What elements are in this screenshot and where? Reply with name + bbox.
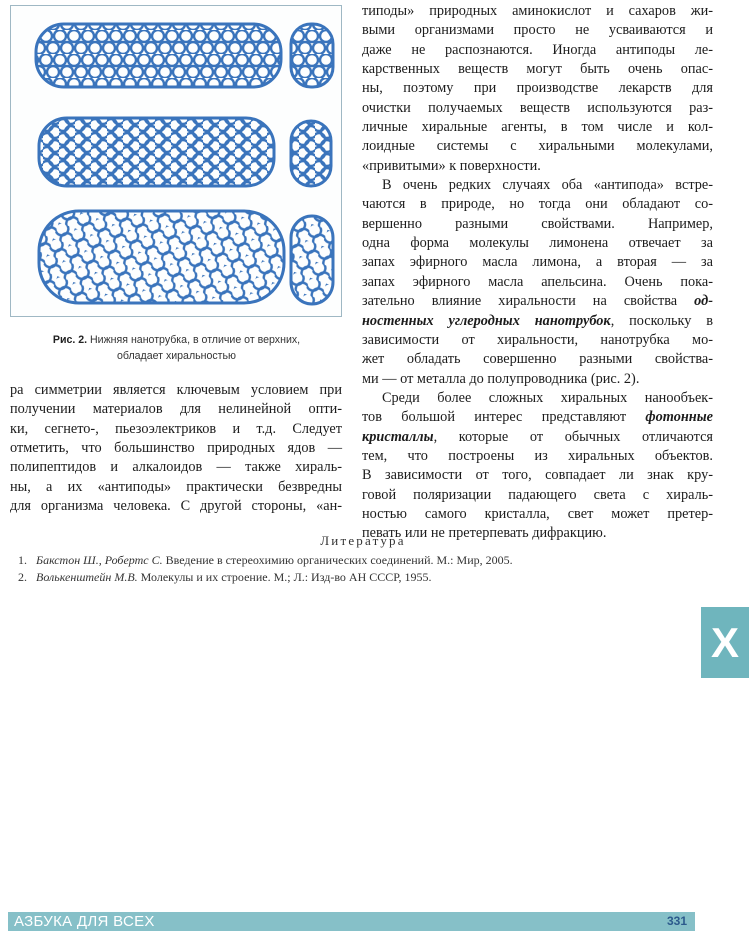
text-line bbox=[362, 350, 713, 369]
text-segment: ностью самого кристалла, свет может претер- bbox=[362, 505, 713, 522]
text-line bbox=[362, 118, 713, 137]
reference-item bbox=[18, 552, 513, 569]
reference-authors: Бакстон Ш., Робертс С. bbox=[36, 553, 163, 567]
text-segment: жет обладать совершенно разными свойства- bbox=[362, 351, 713, 368]
reference-item bbox=[18, 569, 513, 586]
text-segment: вершенно разными свойствами. Например, bbox=[362, 215, 713, 232]
text-line bbox=[362, 215, 713, 234]
text-segment: отметить, что большинство природных ядов — bbox=[10, 440, 342, 457]
text-segment: певать или не претерпевать дифракцию. bbox=[362, 525, 607, 542]
text-line bbox=[362, 505, 713, 524]
text-line bbox=[362, 331, 713, 350]
caption-text-line2: обладает хиральностью bbox=[116, 350, 237, 362]
caption-label: Рис. 2. bbox=[52, 334, 88, 346]
text-segment: тем, что построены из хиральных объектов. bbox=[362, 447, 713, 464]
text-segment: получении материалов для нелинейной опти- bbox=[10, 401, 342, 418]
nanotube-figure bbox=[10, 5, 342, 317]
text-segment: ны, а их «антиподы» практически безвредны bbox=[10, 478, 342, 495]
text-line bbox=[362, 41, 713, 60]
text-line bbox=[362, 234, 713, 253]
reference-authors: Волькенштейн М.В. bbox=[36, 570, 138, 584]
emphasized-term: фотонные bbox=[645, 409, 713, 426]
emphasized-term: ностенных углеродных нанотрубок bbox=[362, 312, 611, 329]
text-segment: Среди более сложных хиральных нанообъек- bbox=[382, 389, 713, 406]
text-line bbox=[362, 137, 713, 156]
reference-list bbox=[18, 552, 513, 586]
text-segment: выми организмами просто не усваиваются и bbox=[362, 22, 713, 39]
text-segment: говой поляризации падающего света с хираль- bbox=[362, 486, 713, 503]
text-line bbox=[10, 497, 342, 516]
text-line bbox=[10, 458, 342, 477]
text-line bbox=[362, 312, 713, 331]
text-segment: зависимости от хиральности, нанотрубка мо- bbox=[362, 331, 713, 348]
text-segment: ми — от металла до полупроводника (рис. 2). bbox=[362, 370, 640, 387]
text-line bbox=[362, 21, 713, 40]
text-line bbox=[362, 486, 713, 505]
page-number: 331 bbox=[666, 914, 687, 928]
left-text-column bbox=[10, 381, 342, 516]
caption-text: Нижняя нанотрубка, в отличие от верхних, bbox=[90, 334, 301, 346]
emphasized-term: од- bbox=[694, 293, 713, 310]
section-tab-x: X bbox=[701, 607, 749, 678]
armchair-nanotube bbox=[36, 24, 333, 87]
nanotube-illustration bbox=[11, 6, 341, 316]
text-line bbox=[362, 195, 713, 214]
reference-number: 1. bbox=[18, 553, 27, 567]
text-segment: зательно влияние хиральности на свойства bbox=[362, 293, 695, 310]
text-segment: даже не распознаются. Иногда антиподы ле- bbox=[362, 41, 713, 58]
text-segment: ны, поэтому при производстве лекарств для bbox=[362, 80, 713, 97]
text-line bbox=[362, 389, 713, 408]
text-line bbox=[362, 2, 713, 21]
text-segment: одна форма молекулы лимонена отвечает за bbox=[362, 235, 713, 252]
literature-heading: Литература bbox=[320, 533, 406, 548]
text-line bbox=[362, 157, 713, 176]
text-segment: ра симметрии является ключевым условием при bbox=[10, 382, 342, 398]
reference-text: Введение в стереохимию органических соединений. М.: Мир, 2005. bbox=[162, 553, 513, 567]
text-segment: чаются в природе, но тогда они обладают со- bbox=[362, 196, 713, 213]
text-line bbox=[362, 60, 713, 79]
text-segment: полипептидов и алкалоидов — также хираль- bbox=[10, 459, 342, 476]
text-line bbox=[362, 408, 713, 427]
reference-text: Молекулы и их строение. М.; Л.: Изд-во АН СССР, 1955. bbox=[137, 570, 432, 584]
text-line bbox=[362, 466, 713, 485]
text-line bbox=[362, 428, 713, 447]
text-segment: , поскольку в bbox=[610, 312, 714, 329]
text-segment: лоидные системы с хиральными молекулами, bbox=[362, 138, 713, 155]
page-footer-bar bbox=[8, 912, 695, 931]
text-line bbox=[10, 478, 342, 497]
text-segment: запах эфирного масла апельсина. Очень пока- bbox=[362, 273, 713, 290]
emphasized-term: кристаллы bbox=[362, 428, 434, 445]
reference-number: 2. bbox=[18, 570, 27, 584]
text-line bbox=[10, 400, 342, 419]
text-line bbox=[362, 292, 713, 311]
text-line bbox=[362, 99, 713, 118]
text-line bbox=[362, 253, 713, 272]
text-line bbox=[362, 79, 713, 98]
text-line bbox=[362, 176, 713, 195]
text-line bbox=[10, 420, 342, 439]
text-segment: типоды» природных аминокислот и сахаров жи- bbox=[362, 3, 713, 19]
text-segment: карственных веществ могут быть очень опас- bbox=[362, 61, 713, 78]
footer-series-title: АЗБУКА ДЛЯ ВСЕХ bbox=[14, 913, 155, 930]
text-segment: личные хиральные агенты, в том числе и кол- bbox=[362, 119, 713, 136]
zigzag-nanotube bbox=[39, 118, 331, 186]
text-segment: очистки получаемых веществ используются раз- bbox=[362, 99, 713, 116]
text-line bbox=[362, 273, 713, 292]
text-segment: ки, сегнето-, пьезоэлектриков и т.д. Следует bbox=[10, 420, 342, 437]
text-segment: «привитыми» к поверхности. bbox=[362, 157, 541, 174]
right-text-column bbox=[362, 2, 713, 544]
text-line bbox=[10, 381, 342, 400]
chiral-nanotube bbox=[39, 211, 333, 304]
text-segment: В очень редких случаях оба «антипода» встре- bbox=[382, 177, 713, 194]
figure-caption bbox=[10, 332, 343, 364]
text-line bbox=[362, 447, 713, 466]
text-segment: В зависимости от того, совпадает ли знак кру- bbox=[362, 467, 713, 484]
text-line bbox=[10, 439, 342, 458]
text-segment: тов большой интерес представляют bbox=[362, 409, 646, 426]
text-segment: , которые от обычных отличаются bbox=[433, 428, 713, 445]
text-segment: для организма человека. С другой стороны, «ан- bbox=[10, 498, 342, 515]
text-line bbox=[362, 370, 713, 389]
text-segment: запах эфирного масла лимона, а вторая — за bbox=[362, 254, 713, 271]
